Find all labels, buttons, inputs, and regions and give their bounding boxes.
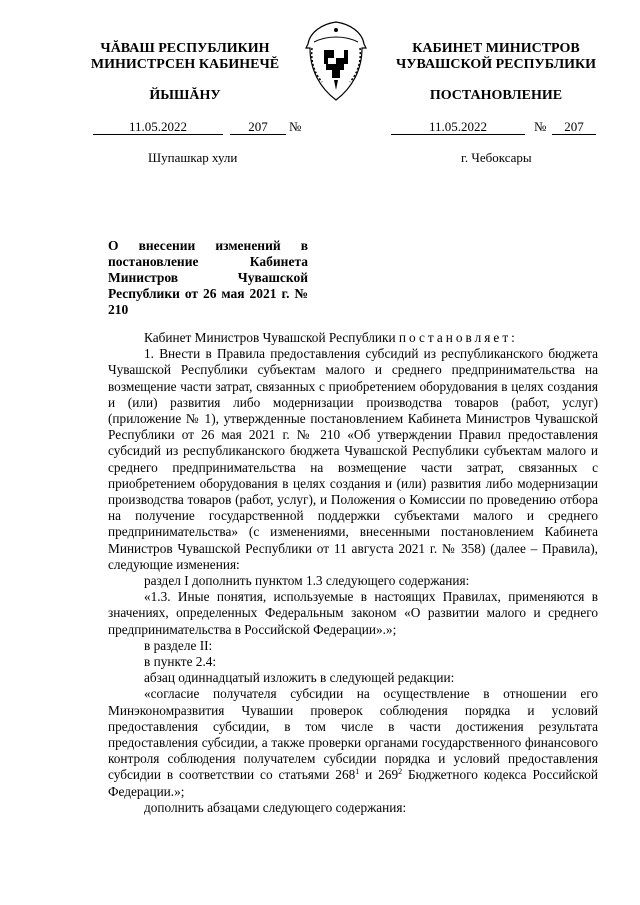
paragraph-2: раздел I дополнить пунктом 1.3 следующего содержания: [144, 573, 470, 589]
header-left [80, 41, 290, 73]
place-chuvash: Шупашкар хули [148, 150, 238, 165]
left-date: 11.05.2022 [93, 119, 223, 135]
right-number: 207 [552, 119, 596, 135]
paragraph-5: в пункте 2.4: [144, 654, 217, 670]
header-left-line2: МИНИСТРСЕН КАБИНЕЧĔ [90, 57, 280, 72]
paragraph-8: дополнить абзацами следующего содержания: [144, 799, 407, 815]
superscript-2: 2 [398, 767, 403, 777]
paragraph-7-start: «согласие получателя субсидии на осуществление в отношении его Минэкономразвития Чувашии проверок соблюдения порядка и условий предоставления субсидии, в том числе в части достижения результата предоставления субсидии, а также проверки органами государственного финансового контроля соблюдения получателем субсидии порядка и условий предоставления субсидии в соответствии со статьями 268 [108, 686, 598, 783]
intro-paragraph [108, 330, 598, 346]
paragraph-1: 1. Внести в Правила предоставления субсидий из республиканского бюджета Чувашской Республики субъектам малого и среднего предпринимательства на возмещение части затрат, связанных с приобретением оборудования в целях создания и (или) развития либо модернизации производства товаров (работ, услуг) (приложение № 1), утвержденные постановлением Кабинета Министров Чувашской Республики от 26 мая 2021 г. № 210 «Об утверждении Правил предоставления субсидий из республиканского бюджета Чувашской Республики субъектам малого и среднего предпринимательства на возмещение части затрат, связанных с приобретением оборудования в целях создания и (или) развития либо модернизации производства товаров (работ, услуг), и Положения о Комиссии по проведению отбора на получение государственной поддержки субъектами малого и среднего предпринимательства» (с изменениями, внесенными постановлением Кабинета Министров Чувашской Республики от 11 августа 2021 г. № 358) (далее – Правила), следующие изменения: [108, 346, 598, 572]
paragraph-7 [108, 686, 598, 799]
header-left-line1: ЧĂВАШ РЕСПУБЛИКИН [100, 41, 270, 56]
document-body [108, 330, 598, 816]
right-number-sign: № [534, 119, 547, 134]
header-right-line2: ЧУВАШСКОЙ РЕСПУБЛИКИ [395, 57, 597, 72]
paragraph-7-mid: и 269 [359, 767, 399, 783]
header-right [378, 41, 614, 73]
doc-type-chuvash: ЙЫШĂНУ [149, 88, 221, 103]
superscript-1: 1 [355, 767, 360, 777]
intro-text: Кабинет Министров Чувашской Республики [144, 330, 396, 345]
paragraph-6: абзац одиннадцатый изложить в следующей редакции: [144, 670, 455, 686]
right-date: 11.05.2022 [391, 119, 525, 135]
place-russian: г. Чебоксары [461, 150, 532, 165]
doc-type-russian: ПОСТАНОВЛЕНИЕ [429, 88, 563, 103]
header-right-line1: КАБИНЕТ МИНИСТРОВ [412, 41, 580, 56]
paragraph-7-end: Бюджетного кодекса Российской Федерации.»; [108, 767, 599, 799]
paragraph-4: в разделе II: [144, 637, 213, 653]
decree-word: постановляет: [398, 330, 518, 345]
left-number: 207 [230, 119, 286, 135]
coat-of-arms-emblem [300, 18, 372, 104]
paragraph-3: «1.3. Иные понятия, используемые в настоящих Правилах, применяются в значениях, определенных Федеральным законом «О развитии малого и среднего предпринимательства в Российской Федерации».»; [108, 589, 598, 637]
left-number-sign: № [289, 119, 302, 134]
document-subject: О внесении изменений в постановление Кабинета Министров Чувашской Республики от 26 мая 2021 г. № 210 [108, 238, 308, 317]
